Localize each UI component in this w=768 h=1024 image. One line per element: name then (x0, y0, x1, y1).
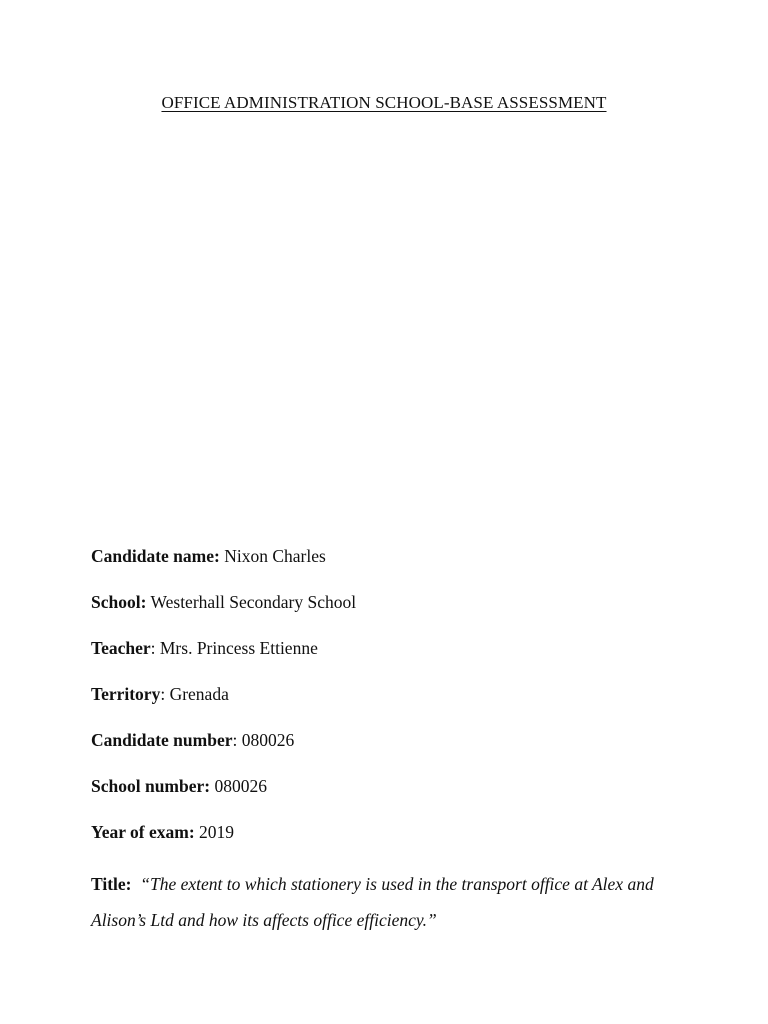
field-label: Teacher (91, 638, 151, 658)
field-value: Nixon Charles (219, 546, 326, 566)
field-separator: : (160, 684, 166, 704)
field-label: Year of exam: (91, 822, 195, 842)
field-value: Mrs. Princess Ettienne (155, 638, 318, 658)
field-candidate-name (91, 546, 326, 567)
field-title (91, 866, 691, 938)
field-school-number (91, 776, 267, 797)
field-label: Candidate number (91, 730, 233, 750)
field-label: Territory (91, 684, 161, 704)
title-quote: “The extent to which stationery is used in the transport office at Alex and Alison’s Ltd and how its affects office efficiency.” (91, 874, 654, 930)
field-territory (91, 684, 229, 705)
field-label: Candidate name: (91, 546, 220, 566)
field-value: 2019 (194, 822, 235, 842)
field-value: Westerhall Secondary School (146, 592, 357, 612)
field-value: 080026 (210, 776, 267, 796)
field-separator: : (150, 638, 156, 658)
field-separator: : (232, 730, 238, 750)
field-year-of-exam (91, 822, 234, 843)
field-label: Title: (91, 874, 132, 894)
field-teacher (91, 638, 318, 659)
page-title: OFFICE ADMINISTRATION SCHOOL-BASE ASSESSMENT (161, 93, 607, 112)
field-label: School number: (91, 776, 211, 796)
field-school (91, 592, 356, 613)
field-value: Grenada (165, 684, 229, 704)
field-candidate-number (91, 730, 294, 751)
field-label: School: (91, 592, 147, 612)
field-value: 080026 (237, 730, 295, 750)
